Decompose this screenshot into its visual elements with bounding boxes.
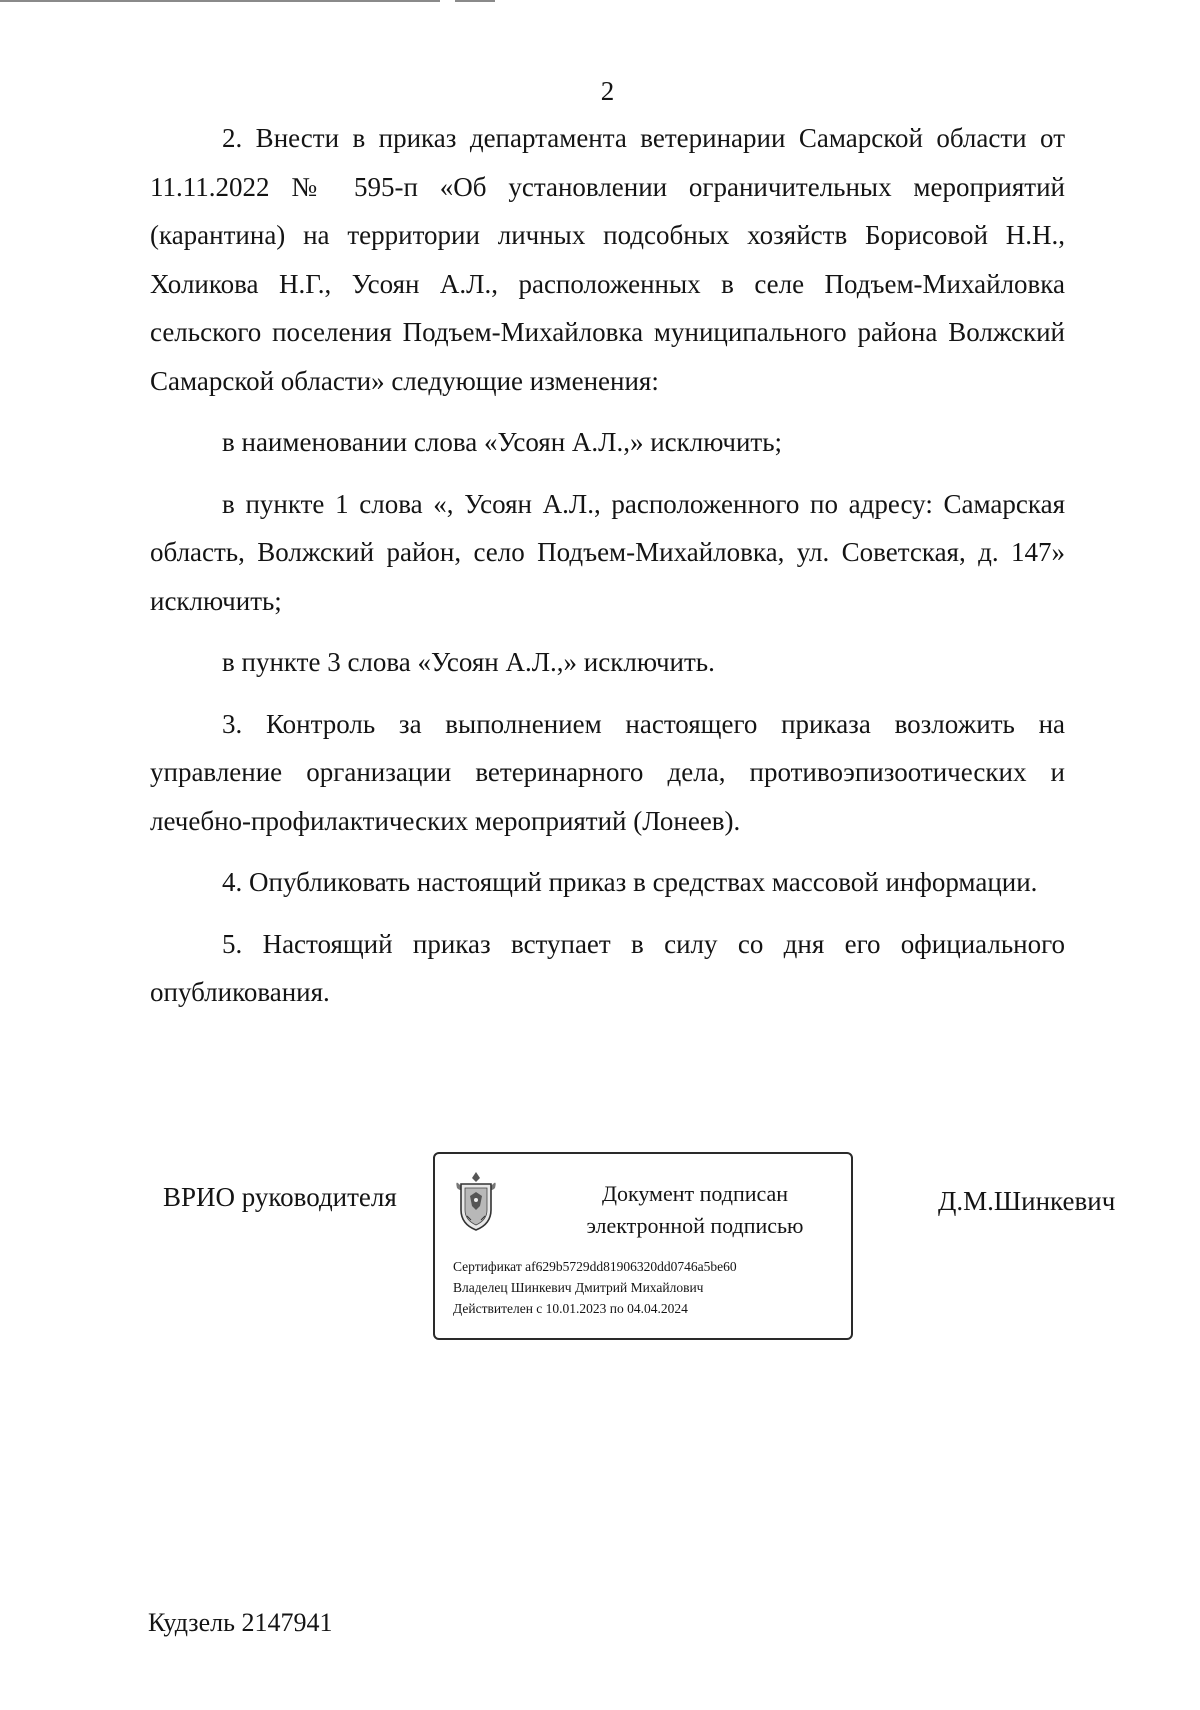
stamp-heading-line: электронной подписью bbox=[586, 1213, 804, 1238]
paragraph-amendment-title: в наименовании слова «Усоян А.Л.,» исключить; bbox=[222, 427, 783, 457]
electronic-signature-stamp bbox=[433, 1152, 853, 1340]
paragraph-item-3: 3. Контроль за выполнением настоящего приказа возложить на управление организации ветеринарного дела, противоэпизоотических и лечебно-профилактических мероприятий (Лонеев). bbox=[150, 708, 1065, 836]
top-border-line bbox=[0, 0, 440, 2]
signer-name: Д.М.Шинкевич bbox=[938, 1186, 1116, 1216]
stamp-details bbox=[453, 1256, 737, 1319]
page-number: 2 bbox=[600, 76, 615, 106]
paragraph-amendment-point-3: в пункте 3 слова «Усоян А.Л.,» исключить. bbox=[222, 647, 715, 677]
paragraph-amendment-point-1: в пункте 1 слова «, Усоян А.Л., расположенного по адресу: Самарская область, Волжский район, село Подъем-Михайловка, ул. Советская, д. 147» исключить; bbox=[150, 488, 1065, 616]
certificate-validity: Действителен с 10.01.2023 по 04.04.2024 bbox=[453, 1301, 688, 1316]
coat-of-arms-emblem-icon bbox=[453, 1170, 499, 1234]
paragraph-item-2: 2. Внести в приказ департамента ветеринарии Самарской области от 11.11.2022 № 595-п «Об установлении ограничительных мероприятий (карантина) на территории личных подсобных хозяйств Борисовой Н.Н., Холикова Н.Г., Усоян А.Л., расположенных в селе Подъем-Михайловка сельского поселения Подъем-Михайловка муниципального района Волжский Самарской области» следующие изменения: bbox=[150, 123, 1065, 396]
stamp-heading bbox=[555, 1178, 835, 1242]
certificate-owner: Владелец Шинкевич Дмитрий Михайлович bbox=[453, 1280, 704, 1295]
signer-title: ВРИО руководителя bbox=[163, 1182, 397, 1212]
certificate-number: Сертификат af629b5729dd81906320dd0746a5be60 bbox=[453, 1259, 737, 1274]
document-body bbox=[150, 114, 1065, 1017]
executor-contact: Кудзель 2147941 bbox=[148, 1608, 333, 1637]
top-border-line bbox=[455, 0, 495, 2]
stamp-heading-line: Документ подписан bbox=[601, 1181, 789, 1206]
paragraph-item-5: 5. Настоящий приказ вступает в силу со дня его официального опубликования. bbox=[150, 928, 1065, 1007]
paragraph-item-4: 4. Опубликовать настоящий приказ в средствах массовой информации. bbox=[222, 867, 1038, 897]
